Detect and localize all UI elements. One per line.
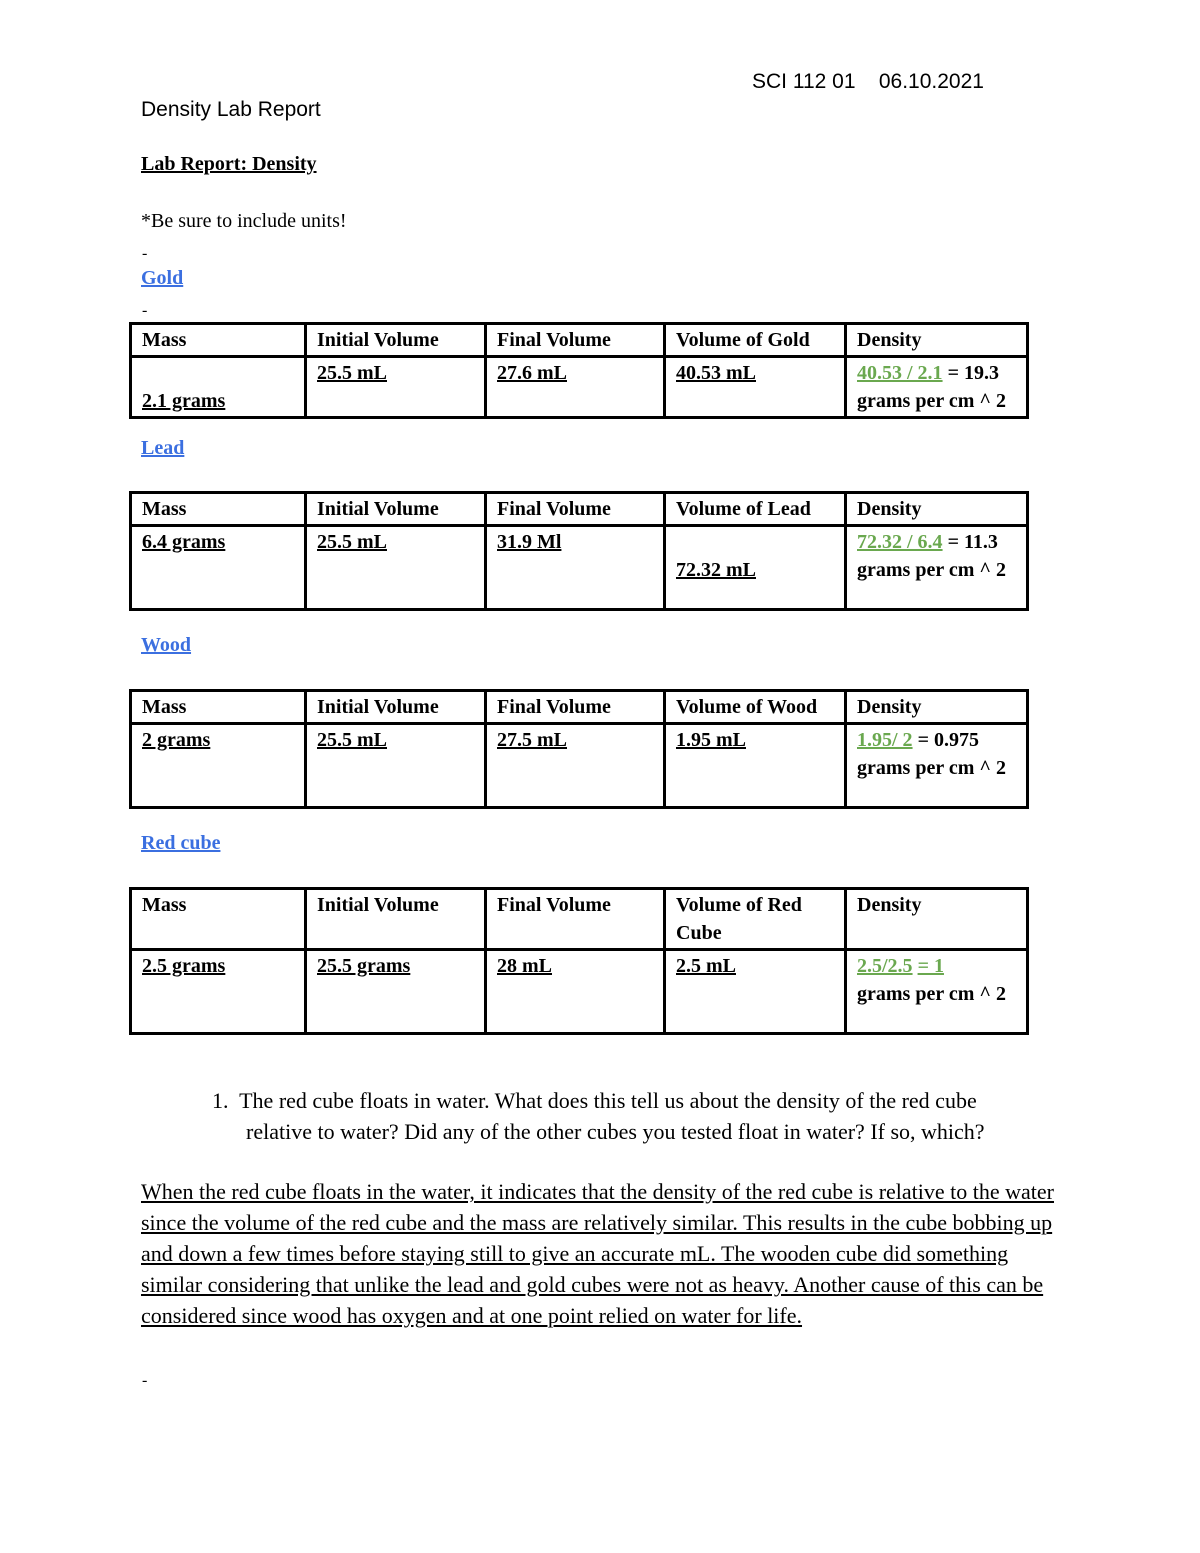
- cell-initial-volume: 25.5 mL: [306, 724, 486, 808]
- header-density: Density: [846, 493, 1028, 526]
- header-final-volume: Final Volume: [486, 691, 665, 724]
- cell-object-volume: 1.95 mL: [665, 724, 846, 808]
- question-1: [212, 1085, 1052, 1147]
- section-title-gold: Gold: [141, 267, 184, 289]
- cell-final-volume: 27.6 mL: [486, 357, 665, 418]
- course-and-date: SCI 112 01 06.10.2021: [752, 70, 984, 93]
- section-title-red-cube: Red cube: [141, 832, 221, 854]
- header-final-volume: Final Volume: [486, 324, 665, 357]
- cell-mass: 6.4 grams: [131, 526, 306, 610]
- answer-paragraph: When the red cube floats in the water, it indicates that the density of the red cube is relative to the water since the volume of the red cube and the mass are relatively similar. This results in the cube bobbing up and down a few times before staying still to give an accurate mL. The wooden cube did something similar considering that unlike the lead and gold cubes were not as heavy. Another cause of this can be considered since wood has oxygen and at one point relied on water for life.: [141, 1179, 1054, 1328]
- report-heading: Lab Report: Density: [141, 153, 317, 175]
- dash-marker: -: [142, 302, 148, 319]
- cell-initial-volume: 25.5 mL: [306, 357, 486, 418]
- header-density: Density: [846, 889, 1028, 950]
- question-line-1: The red cube floats in water. What does this tell us about the density of the red cube: [239, 1088, 977, 1113]
- question-line-2: relative to water? Did any of the other cubes you tested float in water? If so, which?: [246, 1119, 985, 1144]
- cell-mass: 2.5 grams: [131, 950, 306, 1034]
- dash-marker: -: [142, 245, 148, 262]
- header-object-volume: Volume of Wood: [665, 691, 846, 724]
- red-cube-table: [129, 887, 1029, 1035]
- header-final-volume: Final Volume: [486, 889, 665, 950]
- cell-object-volume: 72.32 mL: [665, 526, 846, 610]
- section-title-wood: Wood: [141, 634, 192, 656]
- cell-density: 1.95/ 2 = 0.975 grams per cm ^ 2: [846, 724, 1028, 808]
- cell-final-volume: 28 mL: [486, 950, 665, 1034]
- dash-marker: -: [142, 1372, 148, 1389]
- document-title: Density Lab Report: [141, 98, 321, 121]
- header-initial-volume: Initial Volume: [306, 691, 486, 724]
- cell-final-volume: 31.9 Ml: [486, 526, 665, 610]
- header-density: Density: [846, 324, 1028, 357]
- header-object-volume: Volume of Lead: [665, 493, 846, 526]
- header-mass: Mass: [131, 691, 306, 724]
- header-mass: Mass: [131, 889, 306, 950]
- header-initial-volume: Initial Volume: [306, 324, 486, 357]
- section-title-lead: Lead: [141, 437, 185, 459]
- header-object-volume: Volume of Red Cube: [665, 889, 846, 950]
- header-final-volume: Final Volume: [486, 493, 665, 526]
- question-number: 1.: [212, 1088, 229, 1113]
- lead-table: [129, 491, 1029, 611]
- header-initial-volume: Initial Volume: [306, 493, 486, 526]
- cell-density: 2.5/2.5 = 1 grams per cm ^ 2: [846, 950, 1028, 1034]
- wood-table: [129, 689, 1029, 809]
- cell-density: 72.32 / 6.4 = 11.3 grams per cm ^ 2: [846, 526, 1028, 610]
- header-mass: Mass: [131, 493, 306, 526]
- cell-initial-volume: 25.5 grams: [306, 950, 486, 1034]
- cell-density: 40.53 / 2.1 = 19.3 grams per cm ^ 2: [846, 357, 1028, 418]
- gold-table: [129, 322, 1029, 419]
- cell-object-volume: 2.5 mL: [665, 950, 846, 1034]
- cell-mass: 2 grams: [131, 724, 306, 808]
- cell-initial-volume: 25.5 mL: [306, 526, 486, 610]
- header-initial-volume: Initial Volume: [306, 889, 486, 950]
- header-density: Density: [846, 691, 1028, 724]
- header-object-volume: Volume of Gold: [665, 324, 846, 357]
- units-note: *Be sure to include units!: [141, 210, 347, 232]
- cell-mass: 2.1 grams: [131, 357, 306, 418]
- cell-final-volume: 27.5 mL: [486, 724, 665, 808]
- header-mass: Mass: [131, 324, 306, 357]
- cell-object-volume: 40.53 mL: [665, 357, 846, 418]
